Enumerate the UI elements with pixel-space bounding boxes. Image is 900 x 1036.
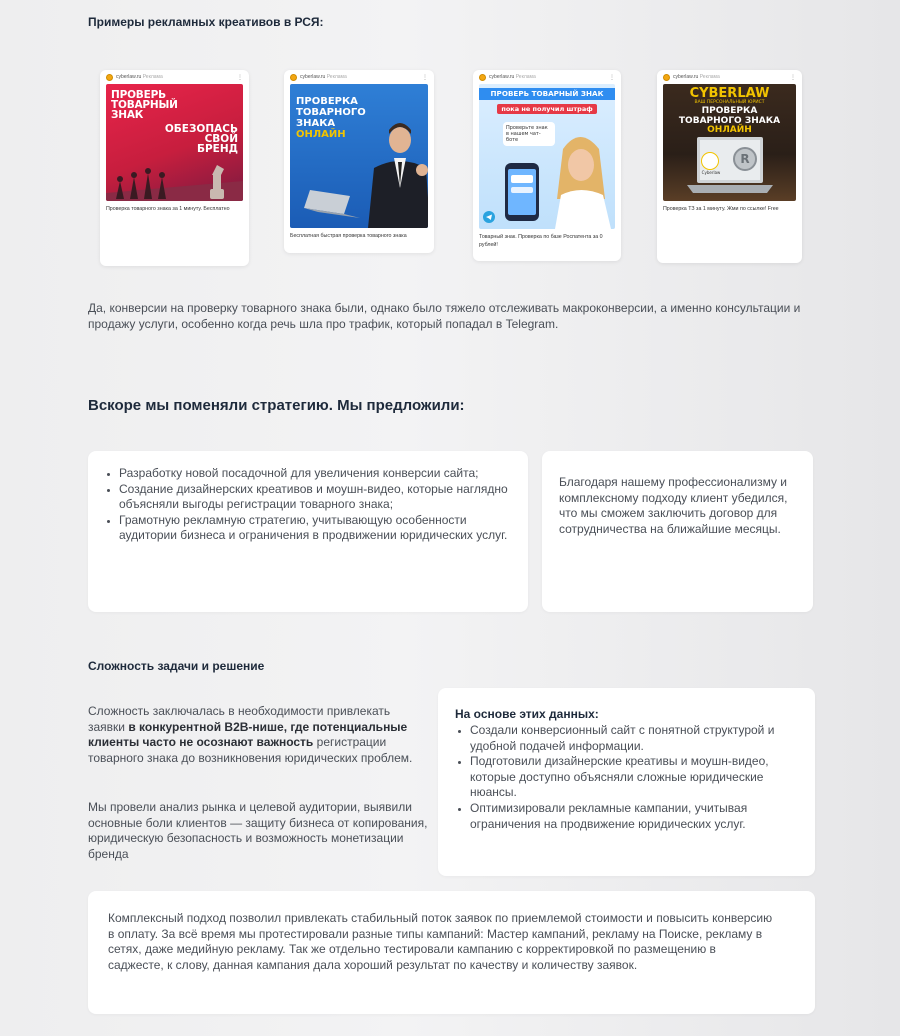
solution-card-title: На основе этих данных:	[455, 707, 599, 721]
ad-image	[290, 84, 428, 228]
ad-badge: Реклама	[142, 74, 163, 80]
ad-caption: Бесплатная быстрая проверка товарного знака	[290, 233, 407, 239]
ad-accent: ОНЛАЙН	[707, 125, 752, 135]
list-item: • Создание дизайнерских креативов и моушн-видео, которые наглядно объясняли выгоды регистрации товарного знака;	[119, 482, 512, 513]
ad-headline: СВОЙ	[204, 133, 238, 145]
site-logo-icon	[663, 74, 670, 81]
ad-card-2[interactable]	[284, 70, 434, 253]
complexity-title: Сложность задачи и решение	[88, 659, 265, 673]
ad-site: cyberlaw.ru	[116, 74, 142, 80]
ad-headline: БРЕНД	[196, 143, 238, 155]
ad-accent: ОНЛАЙН	[296, 129, 346, 140]
smartphone-icon	[503, 161, 543, 223]
ad-headline: ТОВАРНОГО	[296, 107, 366, 118]
ad-headline: ЗНАК	[111, 109, 144, 121]
list-item: • Создали конверсионный сайт с понятной структурой и удобной подачей информации.	[470, 723, 800, 754]
ad-card-1[interactable]	[100, 70, 249, 266]
bold-highlight: в конкурентной B2B-нише, где потенциальные клиенты часто не осознают важность	[88, 719, 408, 749]
ad-badge: Реклама	[699, 74, 720, 80]
list-item: • Оптимизировали рекламные кампании, учитывая ограничения на продвижение юридических услуг.	[470, 801, 800, 832]
list-item: • Подготовили дизайнерские креативы и моушн-видео, которые доступно объясняли сложные юридические нюансы.	[470, 754, 800, 801]
ad-headline: ПРОВЕРКА	[296, 96, 358, 107]
chess-pieces-icon	[106, 151, 243, 201]
ad-header	[657, 70, 802, 84]
ad-tagline: ВАШ ПЕРСОНАЛЬНЫЙ ЮРИСТ	[694, 100, 765, 105]
site-logo-icon	[479, 74, 486, 81]
ad-site: cyberlaw.ru	[300, 74, 326, 80]
complexity-paragraph-2: Мы провели анализ рынка и целевой аудитории, выявили основные боли клиентов — защиту бизнеса от копирования, юридическую безопасность и возможность монетизации бренда	[88, 800, 428, 861]
woman-icon	[545, 129, 615, 229]
cyberlaw-logo-icon	[701, 152, 719, 170]
ad-caption: Проверка ТЗ за 1 минуту. Жми по ссылке! Free	[663, 206, 779, 212]
site-logo-icon	[290, 74, 297, 81]
ad-caption: Товарный знак. Проверка по базе Роспатента за 0 рублей!	[479, 234, 603, 248]
text-span: Сложность заключалась в необходимости привлекать заявки	[88, 704, 391, 734]
complexity-paragraph-1	[88, 704, 428, 766]
menu-dots-icon[interactable]: ⋮	[790, 74, 796, 81]
strategy-list-card	[88, 451, 528, 612]
chat-bubble: Проверьте знак в нашем чат-боте	[503, 122, 555, 146]
ad-headline: ПРОВЕРЬ ТОВАРНЫЙ ЗНАК	[479, 88, 615, 100]
ad-site: cyberlaw.ru	[673, 74, 699, 80]
solution-list	[453, 723, 800, 832]
ad-header	[284, 70, 434, 84]
ad-badge: Реклама	[326, 74, 347, 80]
conversions-paragraph: Да, конверсии на проверку товарного знака были, однако было тяжело отслеживать макроконверсии, а именно консультации и продажу услуги, особенно когда речь шла про трафик, который попадал в Telegram.	[88, 301, 801, 331]
strategy-list	[102, 466, 512, 544]
laptop-logo-text: Cyberlaw	[701, 170, 721, 175]
svg-text:R: R	[740, 152, 750, 166]
list-item: • Грамотную рекламную стратегию, учитывающую особенности аудитории бизнеса и ограничения в продвижении юридических услуг.	[119, 513, 512, 544]
ad-headline: ПРОВЕРКА	[701, 106, 758, 116]
menu-dots-icon[interactable]: ⋮	[237, 74, 243, 81]
ad-caption: Проверка товарного знака за 1 минуту. Бесплатно	[106, 206, 230, 212]
text-span: регистрации товарного знака до возникновения юридических проблем.	[88, 735, 413, 765]
ad-badge: Реклама	[515, 74, 536, 80]
solution-card	[438, 688, 815, 876]
ad-brand: CYBERLAW	[689, 86, 770, 101]
telegram-icon	[483, 211, 495, 223]
strategy-side-text: Благодаря нашему профессионализму и комплексному подходу клиент убедился, что мы сможем заключить договор для сотрудничества на ближайшие месяцы.	[559, 475, 788, 536]
ad-headline: ТОВАРНЫЙ	[111, 99, 178, 111]
ad-subheadline: пока не получил штраф	[497, 104, 597, 114]
ad-card-3[interactable]	[473, 70, 621, 261]
ad-image	[106, 84, 243, 201]
ad-site: cyberlaw.ru	[489, 74, 515, 80]
ad-headline: ПРОВЕРЬ	[111, 89, 166, 101]
summary-text: Комплексный подход позволил привлекать стабильный поток заявок по приемлемой стоимости и повысить конверсию в оплату. За всё время мы протестировали разные типы кампаний: Мастер кампаний, рекламу на Поиске, рекламу в сетях, даже медийную рекламу. Так же отдельно тестировали кампанию с корректировкой по размещению в саджесте, к слову, данная кампания дала хороший результат по качеству и количеству заявок.	[108, 911, 773, 972]
site-logo-icon	[106, 74, 113, 81]
ad-card-4[interactable]	[657, 70, 802, 263]
ad-headline: ОБЕЗОПАСЬ	[164, 123, 238, 135]
summary-card	[88, 891, 815, 1014]
strategy-title: Вскоре мы поменяли стратегию. Мы предложили:	[88, 397, 465, 414]
section-title: Примеры рекламных креативов в РСЯ:	[88, 15, 324, 29]
ad-header	[473, 70, 621, 84]
ad-image	[663, 84, 796, 201]
ad-header	[100, 70, 249, 84]
menu-dots-icon[interactable]: ⋮	[609, 74, 615, 81]
laptop-icon	[687, 135, 773, 197]
ad-headline: ТОВАРНОГО ЗНАКА	[678, 115, 781, 126]
ad-image	[479, 84, 615, 229]
strategy-side-card	[542, 451, 813, 612]
ad-headline: ЗНАКА	[296, 118, 336, 129]
list-item: • Разработку новой посадочной для увеличения конверсии сайта;	[119, 466, 512, 482]
laptop-icon	[304, 188, 364, 218]
menu-dots-icon[interactable]: ⋮	[422, 74, 428, 81]
